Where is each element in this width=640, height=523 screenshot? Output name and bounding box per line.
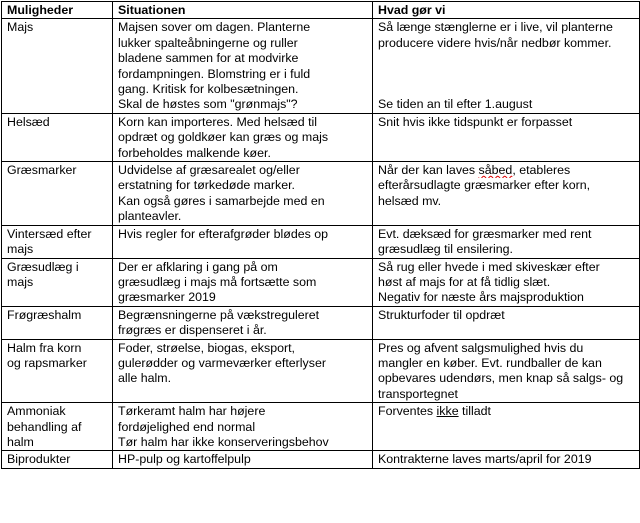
table-row xyxy=(2,306,640,339)
header-situationen: Situationen xyxy=(113,2,373,19)
table-row xyxy=(2,403,640,451)
situation-cell: Majsen sover om dagen. Planterne lukker spalteåbningerne og ruller bladene sammen for at modvirke fordampningen. Blomstring er i fuld gang. Kritisk for kolbesætningen. Skal de høstes som "grønmajs"? xyxy=(113,19,373,113)
situation-cell: Tørkeramt halm har højere fordøjelighed end normal Tør halm har ikke konserveringsbehov xyxy=(113,403,373,451)
underlined-word: ikke xyxy=(436,404,459,419)
header-hvad-gor-vi: Hvad gør vi xyxy=(373,2,640,19)
action-cell: Så rug eller hvede i med skiveskær efter høst af majs for at få tidlig slæt. Negativ for næste års majsproduktion xyxy=(373,258,640,306)
option-cell: Halm fra korn og rapsmarker xyxy=(2,339,113,403)
situation-cell: Hvis regler for efterafgrøder blødes op xyxy=(113,225,373,258)
header-muligheder: Muligheder xyxy=(2,2,113,19)
table-row xyxy=(2,19,640,113)
spellcheck-word: såbed xyxy=(478,163,513,178)
table-row xyxy=(2,162,640,226)
option-cell: Majs xyxy=(2,19,113,113)
action-cell: Strukturfoder til opdræt xyxy=(373,306,640,339)
option-cell: Vintersæd efter majs xyxy=(2,225,113,258)
situation-cell: Begrænsningerne på vækstreguleret frøgræs er dispenseret i år. xyxy=(113,306,373,339)
situation-cell: HP-pulp og kartoffelpulp xyxy=(113,451,373,468)
situation-cell: Korn kan importeres. Med helsæd til opdræt og goldkøer kan græs og majs forbeholdes malkende køer. xyxy=(113,113,373,161)
table-row xyxy=(2,113,640,161)
action-cell: Kontrakterne laves marts/april for 2019 xyxy=(373,451,640,468)
header-row xyxy=(2,2,640,19)
table-row xyxy=(2,339,640,403)
table-row xyxy=(2,451,640,468)
action-cell: Evt. dæksæd for græsmarker med rent græsudlæg til ensilering. xyxy=(373,225,640,258)
action-cell: Pres og afvent salgsmulighed hvis du mangler en køber. Evt. rundballer de kan opbevares udendørs, men knap så salgs- og transportegnet xyxy=(373,339,640,403)
situation-cell: Der er afklaring i gang på om græsudlæg i majs må fortsætte som græsmarker 2019 xyxy=(113,258,373,306)
options-table xyxy=(1,1,640,469)
action-cell: Når der kan laves såbed, etableres efterårsudlagte græsmarker efter korn, helsæd mv. xyxy=(373,162,640,226)
situation-cell: Foder, strøelse, biogas, eksport, gulerødder og varmeværker efterlyser alle halm. xyxy=(113,339,373,403)
option-cell: Biprodukter xyxy=(2,451,113,468)
option-cell: Helsæd xyxy=(2,113,113,161)
action-cell: Forventes ikke tilladt xyxy=(373,403,640,451)
option-cell: Frøgræshalm xyxy=(2,306,113,339)
action-cell: Snit hvis ikke tidspunkt er forpasset xyxy=(373,113,640,161)
option-cell: Græsudlæg i majs xyxy=(2,258,113,306)
option-cell: Ammoniak behandling af halm xyxy=(2,403,113,451)
option-cell: Græsmarker xyxy=(2,162,113,226)
situation-cell: Udvidelse af græsarealet og/eller erstatning for tørkedøde marker. Kan også gøres i samarbejde med en planteavler. xyxy=(113,162,373,226)
table-row xyxy=(2,258,640,306)
action-cell: Så længe stænglerne er i live, vil planterne producere videre hvis/når nedbør kommer. Se tiden an til efter 1.august xyxy=(373,19,640,113)
table-row xyxy=(2,225,640,258)
